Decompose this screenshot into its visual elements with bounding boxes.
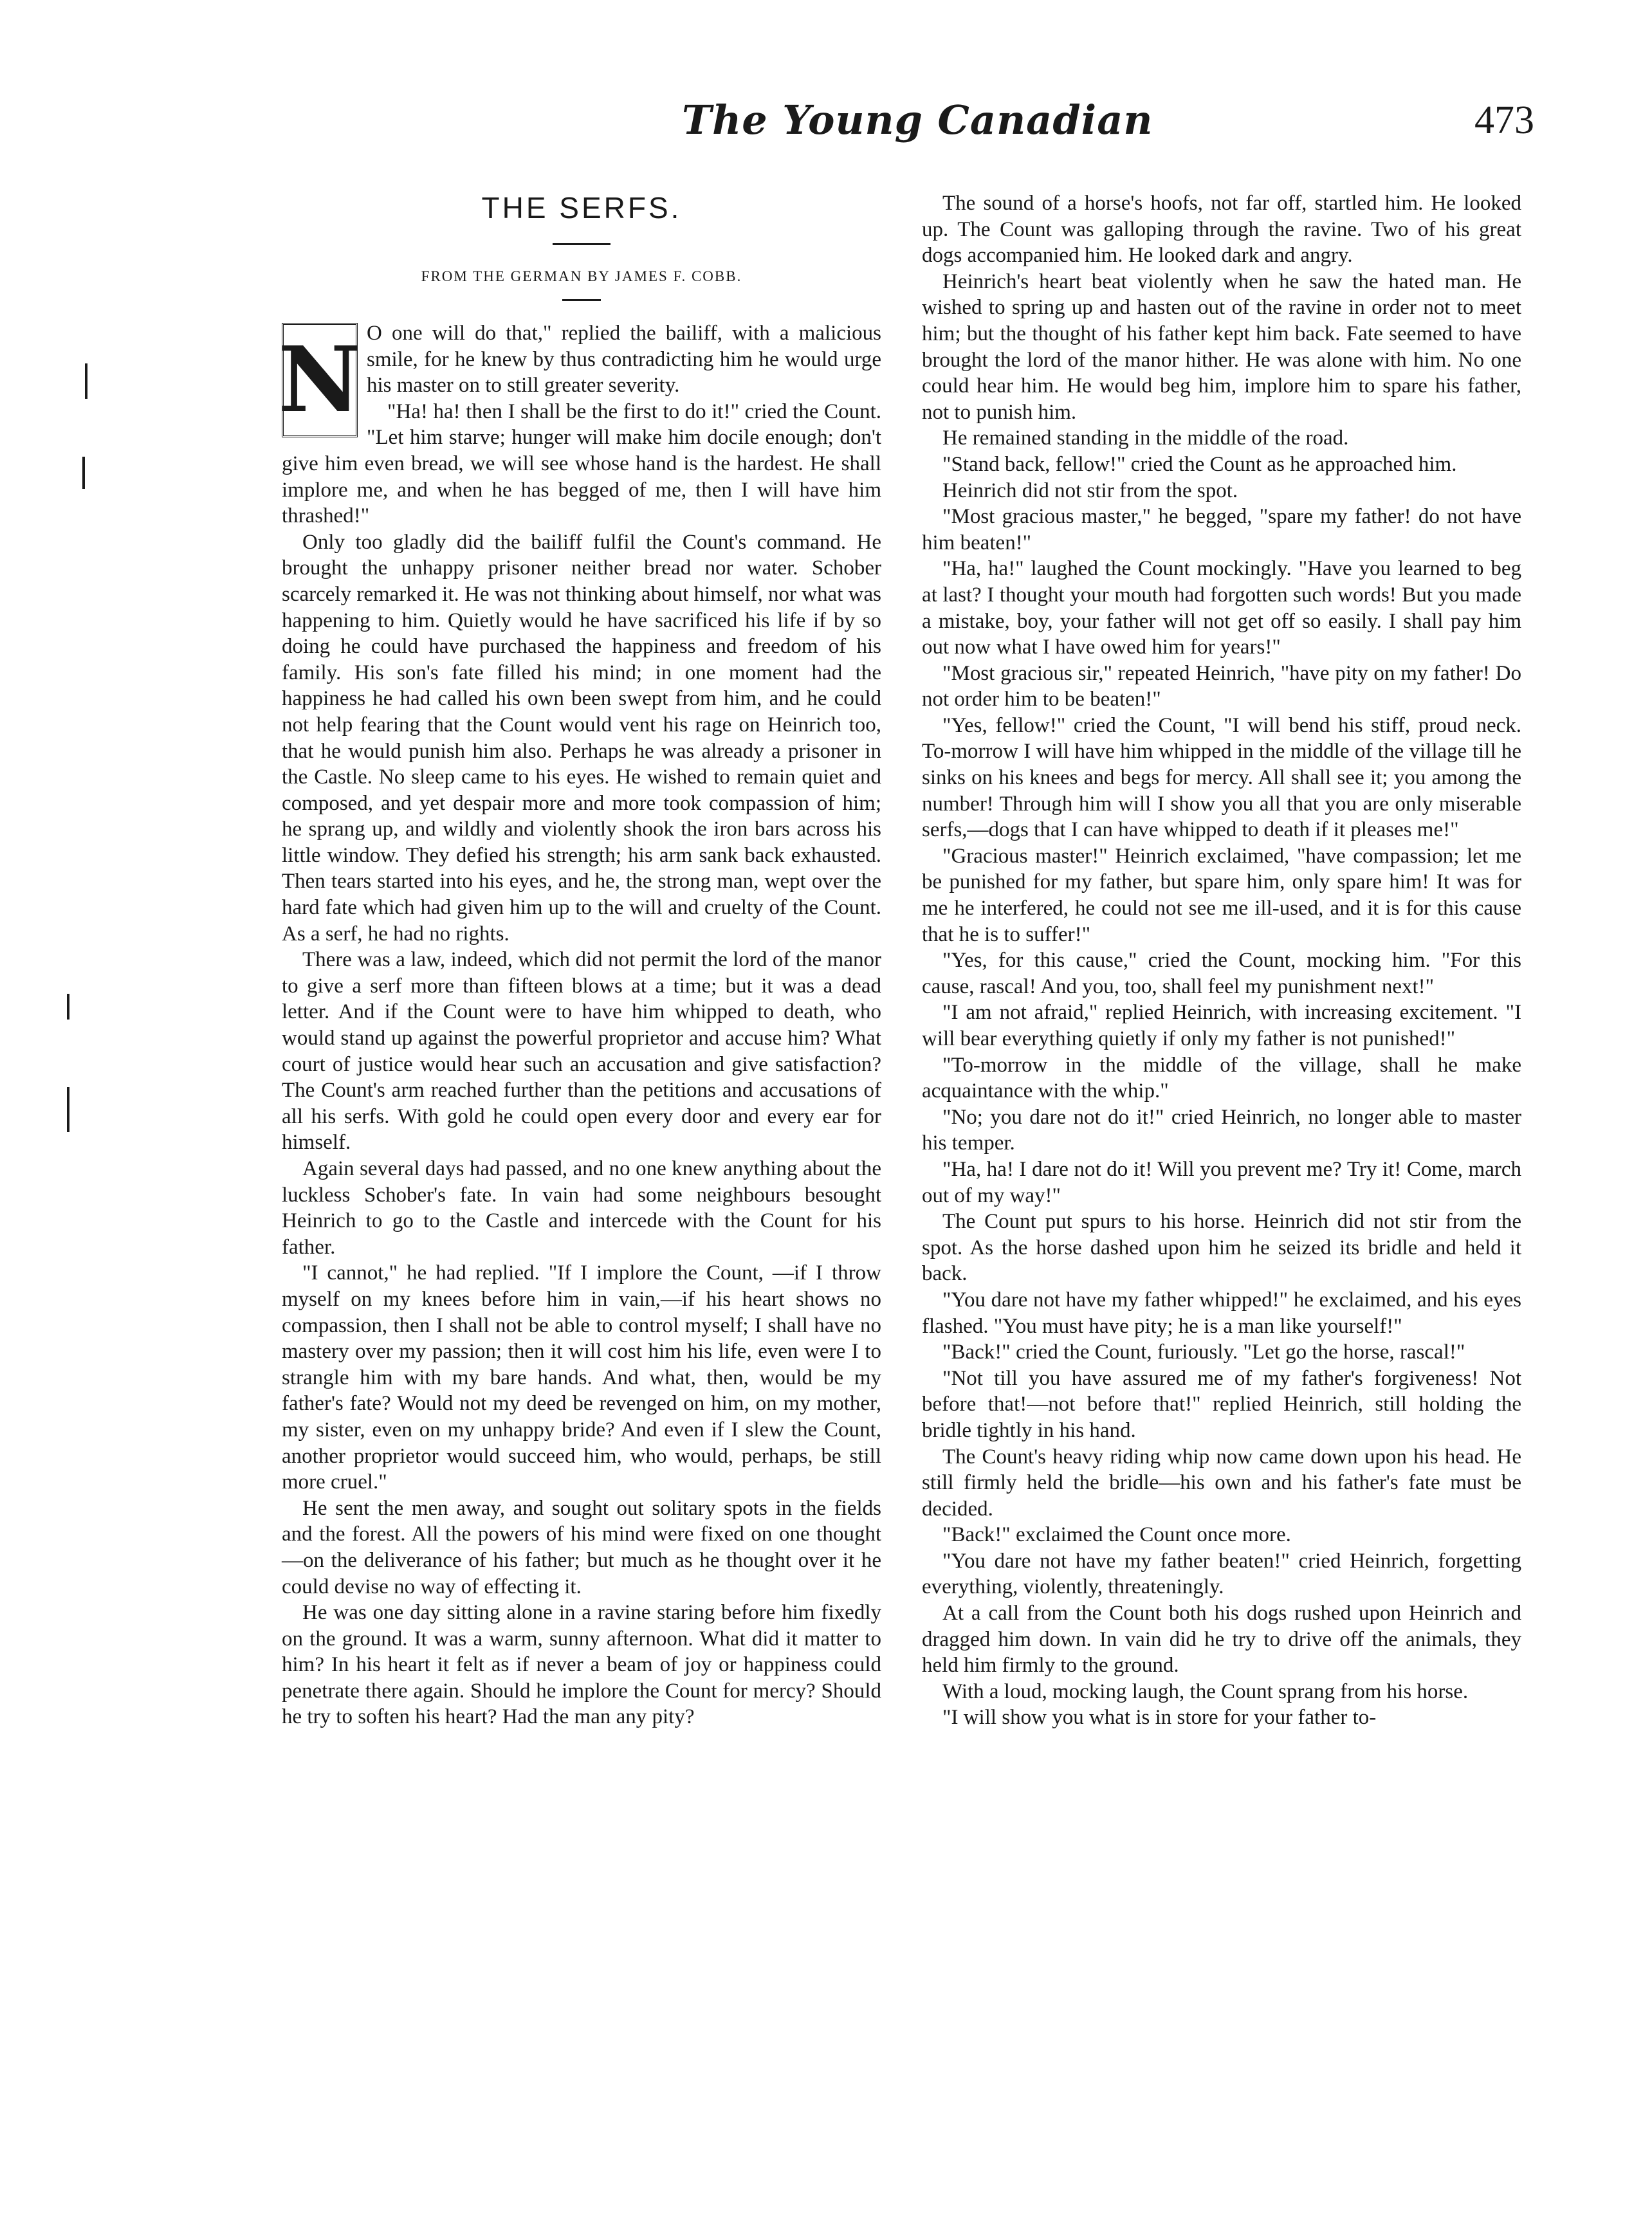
article-byline: FROM THE GERMAN BY JAMES F. COBB. [421, 268, 742, 284]
margin-mark [85, 363, 87, 399]
paragraph: Only too gladly did the bailiff fulfil the Count's command. He brought the unhappy prisoner neither bread nor water. Schober scarcely remarked it. He was not thinking about himself, nor what was happening to him. Quietly would he have sacrificed his life if by so doing he could have purchased the happiness and freedom of his family. His son's fate filled his mind; in one moment had the happiness he had called his own been swept from him, and he could not help fearing that the Count would vent his rage on Heinrich too, that he would punish him also. Perhaps he was already a prisoner in the Castle. No sleep came to his eyes. He wished to remain quiet and composed, and yet despair more and more took compassion of him; he sprang up, and wildly and violently shook the iron bars across his little window. They defied his strength; his arm sank back exhausted. Then tears started into his eyes, and he, the strong man, wept over the hard fate which had given him up to the will and cruelty of the Count. As a serf, he had no rights. [282, 530, 881, 946]
paragraph: He was one day sitting alone in a ravine staring before him fixedly on the ground. It was a warm, sunny afternoon. What did it matter to him? In his heart it felt as if never a beam of joy or happiness could penetrate there again. Should he implore the Count for mercy? Should he try to soften his heart? Had the man any pity? [282, 1601, 881, 1729]
paragraph: Heinrich's heart beat violently when he saw the hated man. He wished to spring up and hasten out of the ravine in order not to meet him; but the thought of his father kept him back. Fate seemed to have brought the lord of the manor hither. He was alone with him. No one could hear him. He would beg him, implore him to spare his father, not to punish him. [922, 270, 1521, 424]
paragraph: The Count put spurs to his horse. Heinrich did not stir from the spot. As the horse dashed upon him he seized its bridle and held it back. [922, 1210, 1521, 1286]
paragraph: "Gracious master!" Heinrich exclaimed, "have compassion; let me be punished for my father, but spare him, only spare him! It was for me he interfered, he could not see me ill-used, and it is for this cause that he is to suffer!" [922, 844, 1521, 946]
paragraph: "Back!" exclaimed the Count once more. [942, 1523, 1291, 1547]
paragraph: "Yes, fellow!" cried the Count, "I will bend his stiff, proud neck. To-morrow I will have him whipped in the middle of the village till he sinks on his knees and begs for mercy. All shall see it; you among the number! Through him will I show you all that you are only miserable serfs,—dogs that I can have whipped to death if it pleases me!" [922, 713, 1521, 842]
paragraph: "Not till you have assured me of my father's forgiveness! Not before that!—not before that!" replied Heinrich, still holding the bridle tightly in his hand. [922, 1366, 1521, 1442]
drop-cap: N [282, 323, 358, 437]
paragraph: "No; you dare not do it!" cried Heinrich, no longer able to master his temper. [922, 1105, 1521, 1155]
paragraph: "Ha! ha! then I shall be the first to do it!" cried the Count. "Let him starve; hunger will make him docile enough; don't give him even bread, we will see whose hand is the hardest. He shall implore me, and when he has begged of me, then I will have him thrashed!" [282, 399, 881, 528]
paragraph: "Back!" cried the Count, furiously. "Let go the horse, rascal!" [942, 1340, 1465, 1364]
margin-mark [67, 994, 69, 1020]
paragraph: "You dare not have my father whipped!" he exclaimed, and his eyes flashed. "You must have pity; he is a man like yourself!" [922, 1288, 1521, 1338]
paragraph: "You dare not have my father beaten!" cried Heinrich, forgetting everything, violently, threateningly. [922, 1549, 1521, 1599]
article-title: THE SERFS. [481, 191, 682, 224]
title-rule [553, 243, 610, 245]
paragraph: He sent the men away, and sought out solitary spots in the fields and the forest. All the powers of his mind were fixed on one thought—on the deliverance of his father; but much as he thought over it he could devise no way of effecting it. [282, 1496, 881, 1598]
paragraph: Heinrich did not stir from the spot. [942, 479, 1238, 502]
margin-mark [82, 457, 85, 489]
paragraph: The Count's heavy riding whip now came down upon his head. He still firmly held the bridle—his own and his father's fate must be decided. [922, 1445, 1521, 1521]
paragraph: "Most gracious master," he begged, "spare my father! do not have him beaten!" [922, 505, 1521, 554]
paragraph: There was a law, indeed, which did not permit the lord of the manor to give a serf more than fifteen blows at a time; but it was a dead letter. And if the Count were to have him whipped to death, who would stand up against the powerful proprietor and accuse him? What court of justice would hear such an accusation and give satisfaction? The Count's arm reached further than the petitions and accusations of all his serfs. With gold he could open every door and every ear for himself. [282, 948, 881, 1155]
margin-mark [67, 1087, 69, 1132]
paragraph: "I am not afraid," replied Heinrich, with increasing excitement. "I will bear everything quietly if only my father is not punished!" [922, 1001, 1521, 1050]
paragraph: With a loud, mocking laugh, the Count sprang from his horse. [942, 1679, 1469, 1703]
paragraph: "Most gracious sir," repeated Heinrich, "have pity on my father! Do not order him to be beaten!" [922, 661, 1521, 711]
paragraph: "Ha, ha! I dare not do it! Will you prevent me? Try it! Come, march out of my way!" [922, 1157, 1521, 1207]
paragraph: At a call from the Count both his dogs rushed upon Heinrich and dragged him down. In vain did he try to drive off the animals, they held him firmly to the ground. [922, 1602, 1521, 1678]
byline-rule [562, 299, 601, 301]
paragraph: "I cannot," he had replied. "If I implore the Count, —if I throw myself on my knees before him in vain,—if his heart shows no compassion, then I shall not be able to control myself; I shall have no mastery over my passion; then it will cost him his life, even were I to strangle him with my bare hands. And what, then, would be my father's fate? Would not my deed be revenged on him, on my mother, my sister, even on my unhappy bride? And even if I slew the Count, another proprietor would succeed him, who would, perhaps, be still more cruel." [282, 1261, 881, 1494]
right-column [922, 190, 1521, 1731]
masthead-title: The Young Canadian [682, 96, 1153, 143]
paragraph: "Stand back, fellow!" cried the Count as he approached him. [942, 452, 1457, 476]
page-number: 473 [1474, 98, 1534, 142]
left-column [279, 190, 881, 1730]
paragraph: "To-morrow in the middle of the village, shall he make acquaintance with the whip." [922, 1053, 1521, 1103]
paragraph: He remained standing in the middle of the road. [942, 426, 1349, 450]
paragraph: "I will show you what is in store for your father to- [942, 1706, 1377, 1730]
paragraph: Again several days had passed, and no one knew anything about the luckless Schober's fate. In vain had some neighbours besought Heinrich to go to the Castle and intercede with the Count for his father. [282, 1157, 881, 1259]
paragraph: The sound of a horse's hoofs, not far off, startled him. He looked up. The Count was galloping through the ravine. Two of his great dogs accompanied him. He looked dark and angry. [922, 192, 1521, 268]
paragraph: "Yes, for this cause," cried the Count, mocking him. "For this cause, rascal! And you, too, shall feel my punishment next!" [922, 949, 1521, 998]
paragraph: "Ha, ha!" laughed the Count mockingly. "Have you learned to beg at last? I thought your mouth had forgotten such words! But you made a mistake, boy, your father will not get off so easily. I shall pay him out now what I have owed him for years!" [922, 557, 1521, 659]
paragraph: N O one will do that," replied the bailiff, with a malicious smile, for he knew by thus contradicting him he would urge his master on to still greater severity. [282, 320, 881, 399]
